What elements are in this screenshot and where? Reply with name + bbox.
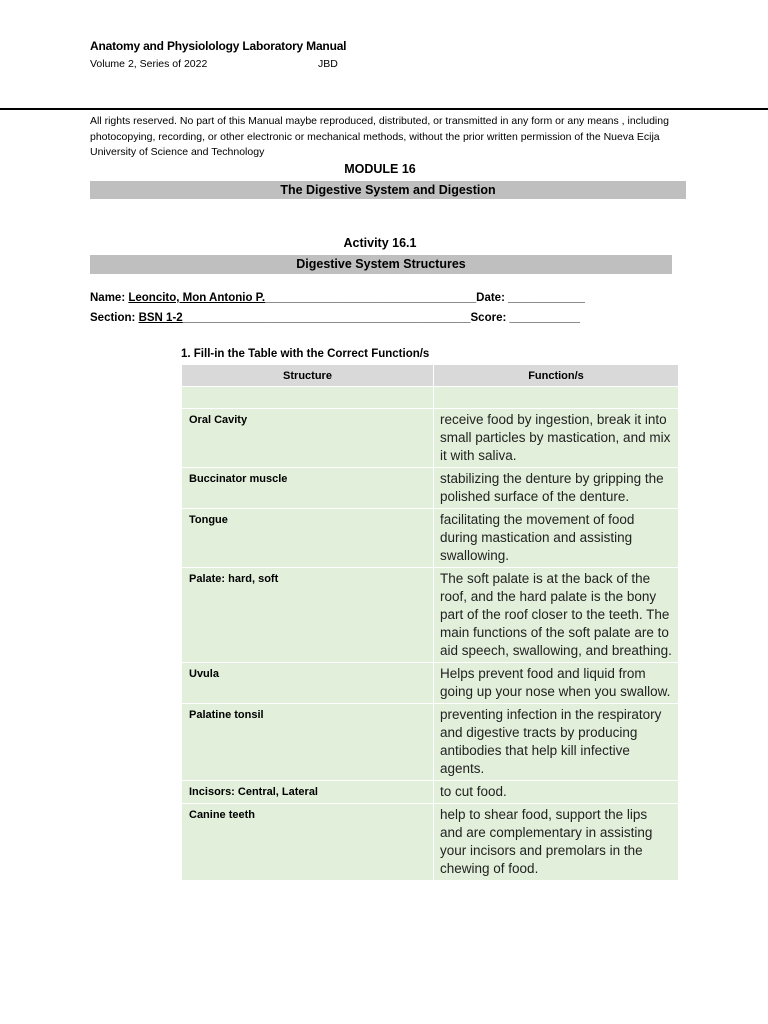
structure-cell: Palatine tonsil	[182, 704, 434, 781]
table-row	[182, 509, 679, 568]
function-cell[interactable]: preventing infection in the respiratory and digestive tracts by producing antibodies that help kill infective agents.	[434, 704, 679, 781]
structure-cell: Tongue	[182, 509, 434, 568]
function-cell[interactable]: help to shear food, support the lips and are complementary in assisting your incisors and premolars in the chewing of food.	[434, 804, 679, 881]
table-row	[182, 804, 679, 881]
structure-cell	[182, 387, 434, 409]
date-label: Date:	[476, 292, 505, 304]
function-table	[182, 365, 679, 880]
function-column-header: Function/s	[434, 365, 679, 387]
function-cell[interactable]: receive food by ingestion, break it into small particles by mastication, and mix it with saliva.	[434, 409, 679, 468]
table-row	[182, 781, 679, 804]
table-row	[182, 663, 679, 704]
function-cell[interactable]: stabilizing the denture by gripping the polished surface of the denture.	[434, 468, 679, 509]
name-date-line	[90, 292, 585, 304]
table-header-row	[182, 365, 679, 387]
name-value[interactable]: Leoncito, Mon Antonio P.	[128, 292, 266, 304]
table-row	[182, 409, 679, 468]
author-initials: JBD	[318, 58, 338, 70]
table-row	[182, 704, 679, 781]
section-value[interactable]: BSN 1-2	[138, 312, 183, 324]
structure-cell: Canine teeth	[182, 804, 434, 881]
structure-cell: Palate: hard, soft	[182, 568, 434, 663]
function-cell[interactable]: Helps prevent food and liquid from going up your nose when you swallow.	[434, 663, 679, 704]
function-cell[interactable]: to cut food.	[434, 781, 679, 804]
date-blank[interactable]: ____________	[508, 292, 585, 304]
score-blank[interactable]: ___________	[509, 312, 580, 324]
instruction-text: 1. Fill-in the Table with the Correct Function/s	[181, 348, 430, 360]
volume-info: Volume 2, Series of 2022	[90, 58, 208, 70]
rights-notice: All rights reserved. No part of this Manual maybe reproduced, distributed, or transmitted in any form or any means , including photocopying, recording, or other electronic or mechanical methods, without the prior written permission of the Nueva Ecija University of Science and Technology	[90, 115, 669, 158]
structure-cell: Uvula	[182, 663, 434, 704]
structure-cell: Incisors: Central, Lateral	[182, 781, 434, 804]
table-row	[182, 568, 679, 663]
module-label: MODULE 16	[344, 162, 416, 176]
table-row	[182, 468, 679, 509]
score-label: Score:	[470, 312, 507, 324]
activity-title-bar: Digestive System Structures	[90, 255, 672, 274]
name-blank[interactable]: _________________________________	[265, 292, 477, 304]
header-divider	[0, 108, 768, 110]
activity-label: Activity 16.1	[343, 236, 417, 250]
section-blank[interactable]: _____________________________________________	[182, 312, 471, 324]
function-cell[interactable]: facilitating the movement of food during mastication and assisting swallowing.	[434, 509, 679, 568]
table-row	[182, 387, 679, 409]
section-score-line	[90, 312, 580, 324]
structure-column-header: Structure	[182, 365, 434, 387]
structure-cell: Oral Cavity	[182, 409, 434, 468]
section-label: Section:	[90, 312, 136, 324]
function-cell[interactable]: The soft palate is at the back of the roof, and the hard palate is the bony part of the roof closer to the teeth. The main functions of the soft palate are to aid speech, swallowing, and breathing.	[434, 568, 679, 663]
name-label: Name:	[90, 292, 126, 304]
module-title-bar: The Digestive System and Digestion	[90, 181, 686, 199]
function-cell[interactable]	[434, 387, 679, 409]
structure-cell: Buccinator muscle	[182, 468, 434, 509]
manual-title: Anatomy and Physiolology Laboratory Manual	[90, 39, 347, 53]
